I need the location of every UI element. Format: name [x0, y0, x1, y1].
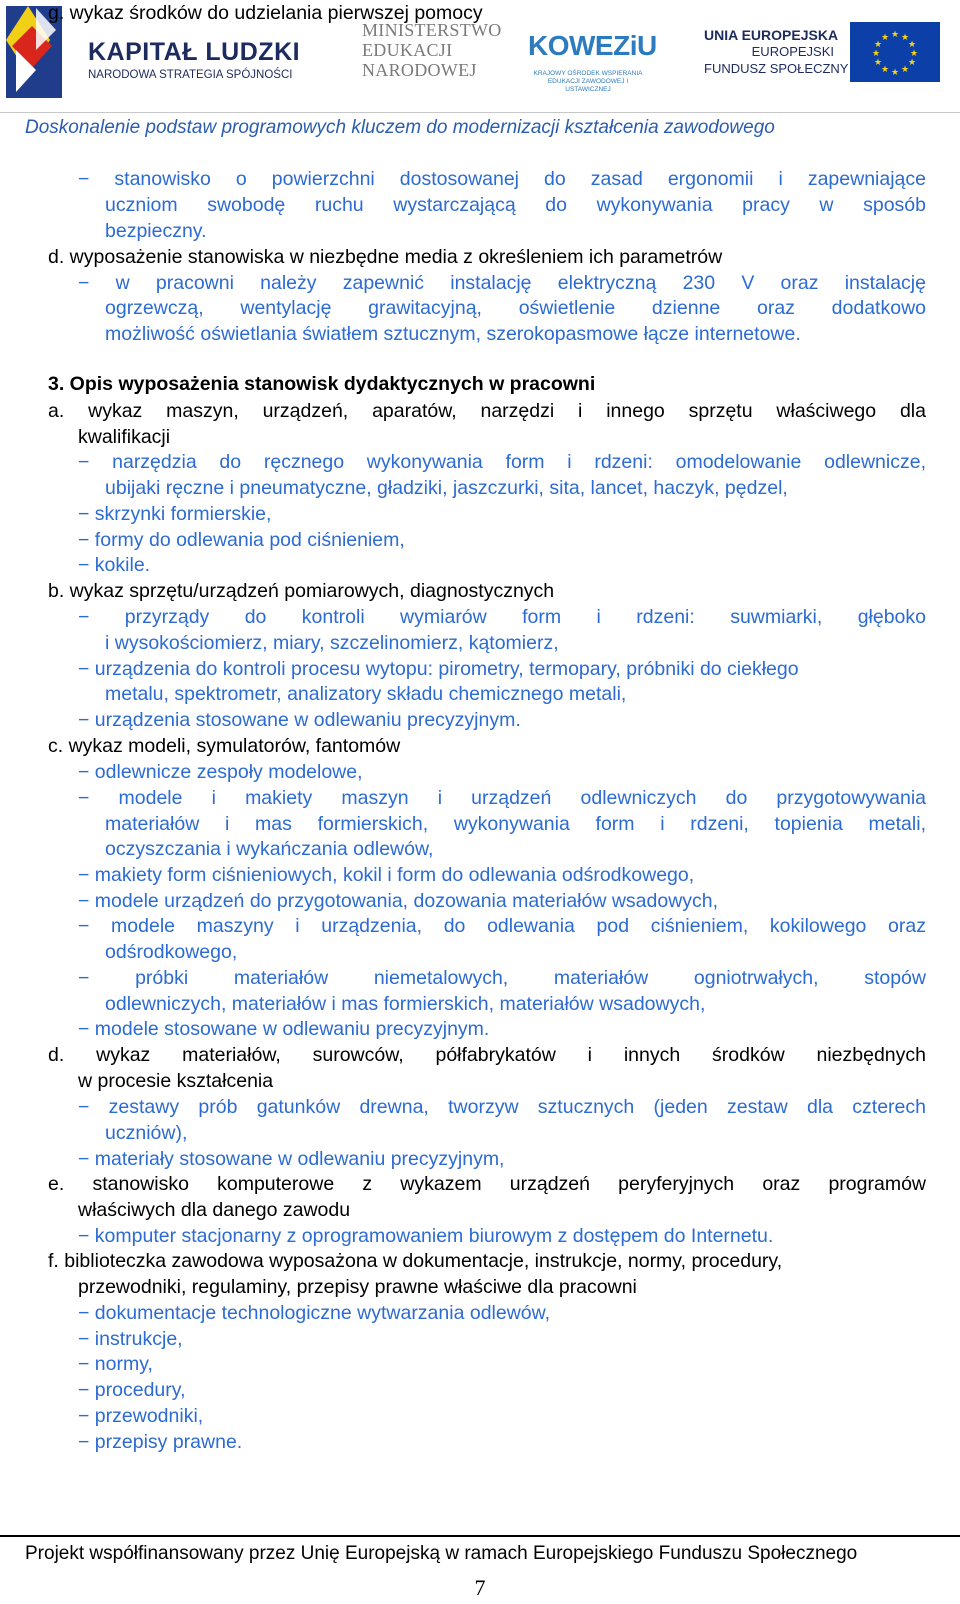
list-item: − odlewnicze zespoły modelowe, — [78, 761, 363, 783]
list-item: − dokumentacje technologiczne wytwarzania odlewów, — [78, 1302, 551, 1324]
eu-line-3: FUNDUSZ SPOŁECZNY — [704, 61, 849, 76]
section-item: f. biblioteczka zawodowa wyposażona w dokumentacje, instrukcje, normy, procedury, — [48, 1250, 783, 1272]
svg-text:★: ★ — [880, 65, 890, 75]
list-item: − skrzynki formierskie, — [78, 503, 272, 525]
section-item: d. wykaz materiałów, surowców, półfabrykatów i innych środków niezbędnych — [48, 1044, 926, 1066]
footer-text: Projekt współfinansowany przez Unię Europejską w ramach Europejskiego Funduszu Społecznego — [25, 1543, 858, 1564]
kapital-ludzki-title: KAPITAŁ LUDZKI — [88, 38, 301, 66]
text-line: uczniom swobodę ruchu wystarczającą do wykonywania pracy w sposób — [105, 194, 926, 216]
ministerstwo-logo — [362, 20, 502, 80]
text-line: ubijaki ręczne i pneumatyczne, gładziki, jaszczurki, sita, lancet, haczyk, pędzel, — [105, 477, 788, 499]
text-line: metalu, spektrometr, analizatory składu chemicznego metali, — [105, 683, 627, 705]
svg-text:★: ★ — [871, 49, 881, 59]
kowezu-subtitle: KRAJOWY OŚRODEK WSPIERANIA EDUKACJI ZAWODOWEJ I USTAWICZNEJ — [533, 70, 643, 93]
list-item: − przepisy prawne. — [78, 1431, 243, 1453]
svg-text:★: ★ — [873, 58, 883, 68]
list-item: − zestawy prób gatunków drewna, tworzyw sztucznych (jeden zestaw dla czterech — [78, 1096, 926, 1118]
svg-text:★: ★ — [907, 58, 917, 68]
svg-text:★: ★ — [873, 40, 883, 50]
list-item: − formy do odlewania pod ciśnieniem, — [78, 529, 405, 551]
eu-fund-text — [704, 27, 849, 77]
text-line: uczniów), — [105, 1122, 188, 1144]
list-item: − urządzenia do kontroli procesu wytopu: pirometry, termopary, próbniki do ciekłego — [78, 658, 799, 680]
text-line: i wysokościomierz, miary, szczelinomierz, kątomierz, — [105, 632, 559, 654]
list-item: − narzędzia do ręcznego wykonywania form i rdzeni: omodelowanie odlewnicze, — [78, 451, 926, 473]
svg-text:★: ★ — [890, 30, 900, 40]
text-line: materiałów i mas formierskich, wykonywania form i rdzeni, topienia metali, — [105, 813, 926, 835]
text-line: odśrodkowego, — [105, 941, 238, 963]
ministerstwo-line-2: EDUKACJI — [362, 40, 453, 60]
svg-text:★: ★ — [880, 33, 890, 43]
section-item: a. wykaz maszyn, urządzeń, aparatów, narzędzi i innego sprzętu właściwego dla — [48, 400, 926, 422]
text-line: odlewniczych, materiałów i mas formierskich, materiałów wsadowych, — [105, 993, 706, 1015]
list-item: − stanowisko o powierzchni dostosowanej do zasad ergonomii i zapewniające — [78, 168, 926, 190]
section-item: g. wykaz środków do udzielania pierwszej pomocy — [48, 2, 483, 24]
text-line: ogrzewczą, wentylację grawitacyjną, oświetlenie dzienne oraz dodatkowo — [105, 297, 926, 319]
header-rule — [0, 112, 960, 113]
list-item: − przewodniki, — [78, 1405, 204, 1427]
page-header-title: Doskonalenie podstaw programowych kluczem do modernizacji kształcenia zawodowego — [25, 117, 775, 138]
svg-text:★: ★ — [890, 68, 900, 78]
svg-text:★: ★ — [909, 49, 919, 59]
kapital-ludzki-subtitle: NARODOWA STRATEGIA SPÓJNOŚCI — [88, 69, 293, 81]
kowezu-logo — [528, 22, 657, 94]
section-item: d. wyposażenie stanowiska w niezbędne media z określeniem ich parametrów — [48, 246, 723, 268]
svg-text:★: ★ — [900, 65, 910, 75]
eu-line-1: UNIA EUROPEJSKA — [704, 27, 839, 43]
list-item: − przyrządy do kontroli wymiarów form i rdzeni: suwmiarki, głęboko — [78, 606, 926, 628]
list-item: − próbki materiałów niemetalowych, materiałów ogniotrwałych, stopów — [78, 967, 926, 989]
list-item: − kokile. — [78, 554, 151, 576]
list-item: − makiety form ciśnieniowych, kokil i form do odlewania odśrodkowego, — [78, 864, 695, 886]
eu-flag-icon — [850, 22, 940, 82]
ministerstwo-line-1: MINISTERSTWO — [362, 20, 502, 40]
list-item: − instrukcje, — [78, 1328, 183, 1350]
section-item: c. wykaz modeli, symulatorów, fantomów — [48, 735, 401, 757]
section-item: e. stanowisko komputerowe z wykazem urządzeń peryferyjnych oraz programów — [48, 1173, 926, 1195]
text-line: możliwość oświetlania światłem sztucznym, szerokopasmowe łącze internetowe. — [105, 323, 801, 345]
list-item: − w pracowni należy zapewnić instalację elektryczną 230 V oraz instalację — [78, 272, 926, 294]
list-item: − materiały stosowane w odlewaniu precyzyjnym, — [78, 1148, 505, 1170]
list-item: − modele stosowane w odlewaniu precyzyjnym. — [78, 1018, 490, 1040]
svg-text:★: ★ — [900, 33, 910, 43]
list-item: − komputer stacjonarny z oprogramowaniem biurowym z dostępem do Internetu. — [78, 1225, 774, 1247]
section-item: 3. Opis wyposażenia stanowisk dydaktycznych w pracowni — [48, 373, 596, 395]
text-line: bezpieczny. — [105, 220, 207, 242]
list-item: − modele i makiety maszyn i urządzeń odlewniczych do przygotowywania — [78, 787, 926, 809]
text-line: przewodniki, regulaminy, przepisy prawne właściwe dla pracowni — [78, 1276, 637, 1298]
ministerstwo-line-3: NARODOWEJ — [362, 60, 477, 80]
list-item: − modele maszyny i urządzenia, do odlewania pod ciśnieniem, kokilowego oraz — [78, 915, 926, 937]
text-line: w procesie kształcenia — [78, 1070, 274, 1092]
text-line: właściwych dla danego zawodu — [78, 1199, 351, 1221]
list-item: − normy, — [78, 1353, 153, 1375]
text-line: oczyszczania i wykańczania odlewów, — [105, 838, 434, 860]
footer-rule — [0, 1535, 960, 1537]
page-number: 7 — [474, 1575, 486, 1600]
svg-text:★: ★ — [907, 40, 917, 50]
text-line: kwalifikacji — [78, 426, 171, 448]
list-item: − modele urządzeń do przygotowania, dozowania materiałów wsadowych, — [78, 890, 719, 912]
section-item: b. wykaz sprzętu/urządzeń pomiarowych, diagnostycznych — [48, 580, 555, 602]
list-item: − procedury, — [78, 1379, 186, 1401]
list-item: − urządzenia stosowane w odlewaniu precyzyjnym. — [78, 709, 521, 731]
kowezu-title: KOWEZiU — [528, 30, 657, 61]
eu-line-2: EUROPEJSKI — [751, 44, 834, 59]
